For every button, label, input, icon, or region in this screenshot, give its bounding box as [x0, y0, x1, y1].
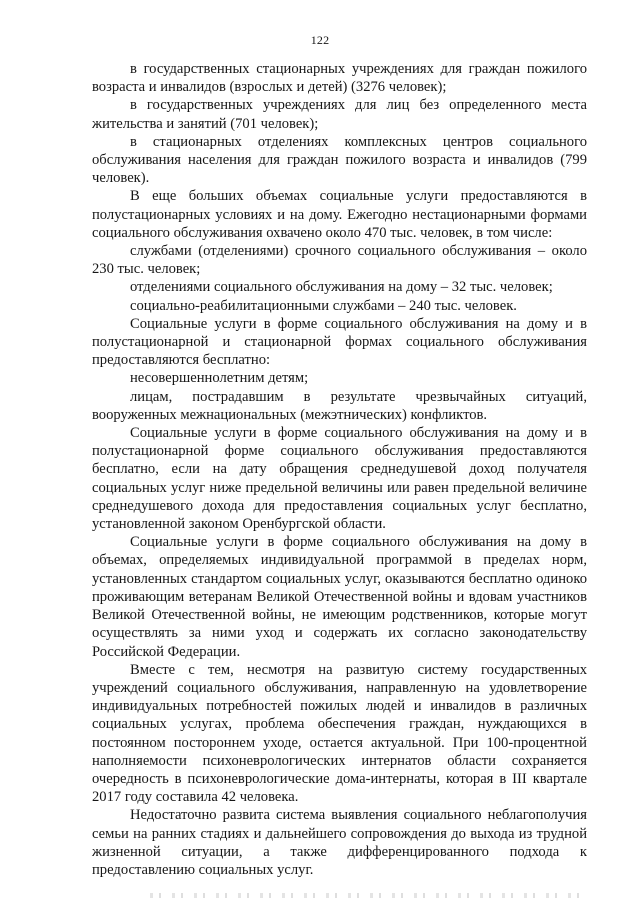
- paragraph: социально-реабилитационными службами – 240 тыс. человек.: [130, 297, 517, 314]
- paragraph: отделениями социального обслуживания на дому – 32 тыс. человек;: [130, 279, 553, 296]
- paragraph: лицам, пострадавшим в результате чрезвычайных ситуаций, вооруженных межнациональных (межэтнических) конфликтов.: [92, 388, 587, 423]
- paragraph: Социальные услуги в форме социального обслуживания на дому в объемах, определяемых индивидуальной программой в пределах норм, установленных стандартом социальных услуг, оказываются бесплатно одиноко проживающим ветеранам Великой Отечественной войны и вдовам участников Великой Отечественной войны, не имеющим родственников, которые могут осуществлять за ними уход и содержать их согласно законодательству Российской Федерации.: [92, 534, 587, 660]
- paragraph: в стационарных отделениях комплексных центров социального обслуживания населения для граждан пожилого возраста и инвалидов (799 человек).: [92, 133, 587, 187]
- paragraph: в государственных стационарных учреждениях для граждан пожилого возраста и инвалидов (взрослых и детей) (3276 человек);: [92, 61, 587, 96]
- paragraph: Недостаточно развита система выявления социального неблагополучия семьи на ранних стадиях и дальнейшего сопровождения до выхода из трудной жизненной ситуации, а также дифференцированного подхода к предоставлению социальных услуг.: [92, 807, 587, 878]
- paragraph: Социальные услуги в форме социального обслуживания на дому и в полустационарной и стационарной формах социального обслуживания предоставляются бесплатно:: [92, 315, 587, 369]
- paragraph: в государственных учреждениях для лиц без определенного места жительства и занятий (701 человек);: [92, 97, 587, 132]
- paragraph: В еще больших объемах социальные услуги предоставляются в полустационарных условиях и на дому. Ежегодно нестационарными формами социального обслуживания охвачено около 470 тыс. человек, в том числе:: [92, 188, 587, 241]
- paragraph: несовершеннолетним детям;: [130, 370, 309, 387]
- paragraph: Социальные услуги в форме социального обслуживания на дому и в полустационарной форме социального обслуживания предоставляются бесплатно, если на дату обращения среднедушевой доход получателя социальных услуг ниже предельной величины или равен предельной величине среднедушевого дохода для предоставления социальных услуг бесплатно, установленной законом Оренбургской области.: [92, 425, 587, 533]
- document-body: [92, 60, 587, 879]
- paragraph: Вместе с тем, несмотря на развитую систему государственных учреждений социального обслуживания, направленную на удовлетворение индивидуальных потребностей пожилых людей и инвалидов в различных социальных услугах, проблема обеспечения граждан, нуждающихся в постоянном постороннем уходе, остается актуальной. При 100-процентной наполняемости психоневрологических интернатов области сохраняется очередность в психоневрологические дома-интернаты, которая в III квартале 2017 году составила 42 человека.: [92, 661, 587, 806]
- scan-artifact: [150, 893, 590, 898]
- paragraph: службами (отделениями) срочного социального обслуживания – около 230 тыс. человек;: [92, 243, 587, 278]
- page-number: 122: [310, 33, 330, 47]
